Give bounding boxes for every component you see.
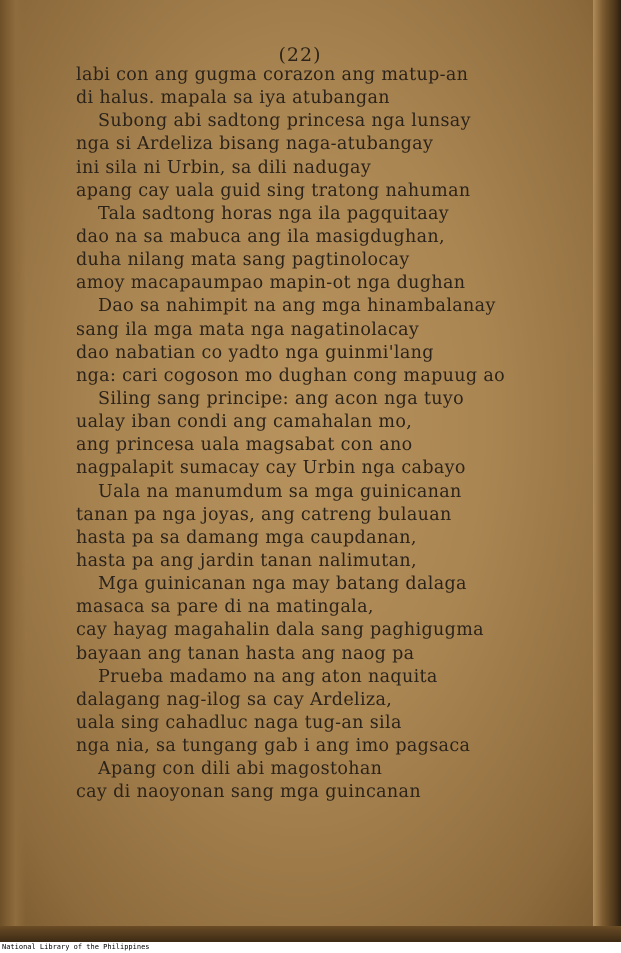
text-line: cay hayag magahalin dala sang paghigugma (76, 620, 484, 641)
page-spine-shadow (0, 0, 26, 930)
page-bottom-edge (0, 926, 621, 942)
text-line: duha nilang mata sang pagtinolocay (76, 250, 410, 271)
text-line: tanan pa nga joyas, ang catreng bulauan (76, 504, 452, 525)
page-number: (22) (278, 44, 322, 66)
text-line: dao na sa mabuca ang ila masigdughan, (76, 226, 445, 247)
text-line: Tala sadtong horas nga ila pagquitaay (98, 203, 450, 224)
text-line: Mga guinicanan nga may batang dalaga (98, 574, 467, 595)
text-line: hasta pa ang jardin tanan nalimutan, (76, 550, 417, 571)
text-line: uala sing cahadluc naga tug-an sila (76, 712, 402, 733)
page-edge (593, 0, 621, 942)
text-line: sang ila mga mata nga nagatinolacay (76, 319, 420, 340)
text-line: nagpalapit sumacay cay Urbin nga cabayo (76, 458, 466, 479)
text-line: ualay iban condi ang camahalan mo, (76, 412, 413, 433)
text-line: cay di naoyonan sang mga guincanan (76, 782, 421, 803)
text-line: Subong abi sadtong princesa nga lunsay (98, 111, 471, 132)
text-line: Prueba madamo na ang aton naquita (98, 666, 438, 687)
library-credit: National Library of the Philippines (2, 943, 150, 951)
text-line: di halus. mapala sa iya atubangan (76, 88, 390, 109)
text-line: Siling sang principe: ang acon nga tuyo (98, 388, 465, 409)
text-line: dalagang nag-ilog sa cay Ardeliza, (76, 689, 393, 710)
text-line: hasta pa sa damang mga caupdanan, (76, 527, 417, 548)
text-line: Dao sa nahimpit na ang mga hinambalanay (98, 296, 496, 317)
text-line: bayaan ang tanan hasta ang naog pa (76, 643, 415, 664)
text-line: nga nia, sa tungang gab i ang imo pagsaca (76, 736, 471, 757)
text-line: ini sila ni Urbin, sa dili nadugay (76, 157, 372, 178)
text-line: nga si Ardeliza bisang naga-atubangay (76, 134, 434, 155)
text-line: labi con ang gugma corazon ang matup-an (76, 65, 469, 85)
poem-text (76, 64, 536, 805)
text-line: Apang con dili abi magostohan (98, 759, 383, 780)
text-line: masaca sa pare di na matingala, (76, 597, 374, 618)
text-line: ang princesa uala magsabat con ano (76, 435, 413, 456)
text-line: dao nabatian co yadto nga guinmi'lang (76, 342, 434, 363)
text-line: apang cay uala guid sing tratong nahuman (76, 180, 471, 201)
text-line: amoy macapaumpao mapin-ot nga dughan (76, 273, 466, 294)
text-line: Uala na manumdum sa mga guinicanan (98, 481, 462, 502)
text-line: nga: cari cogoson mo dughan cong mapuug ao (76, 365, 506, 386)
